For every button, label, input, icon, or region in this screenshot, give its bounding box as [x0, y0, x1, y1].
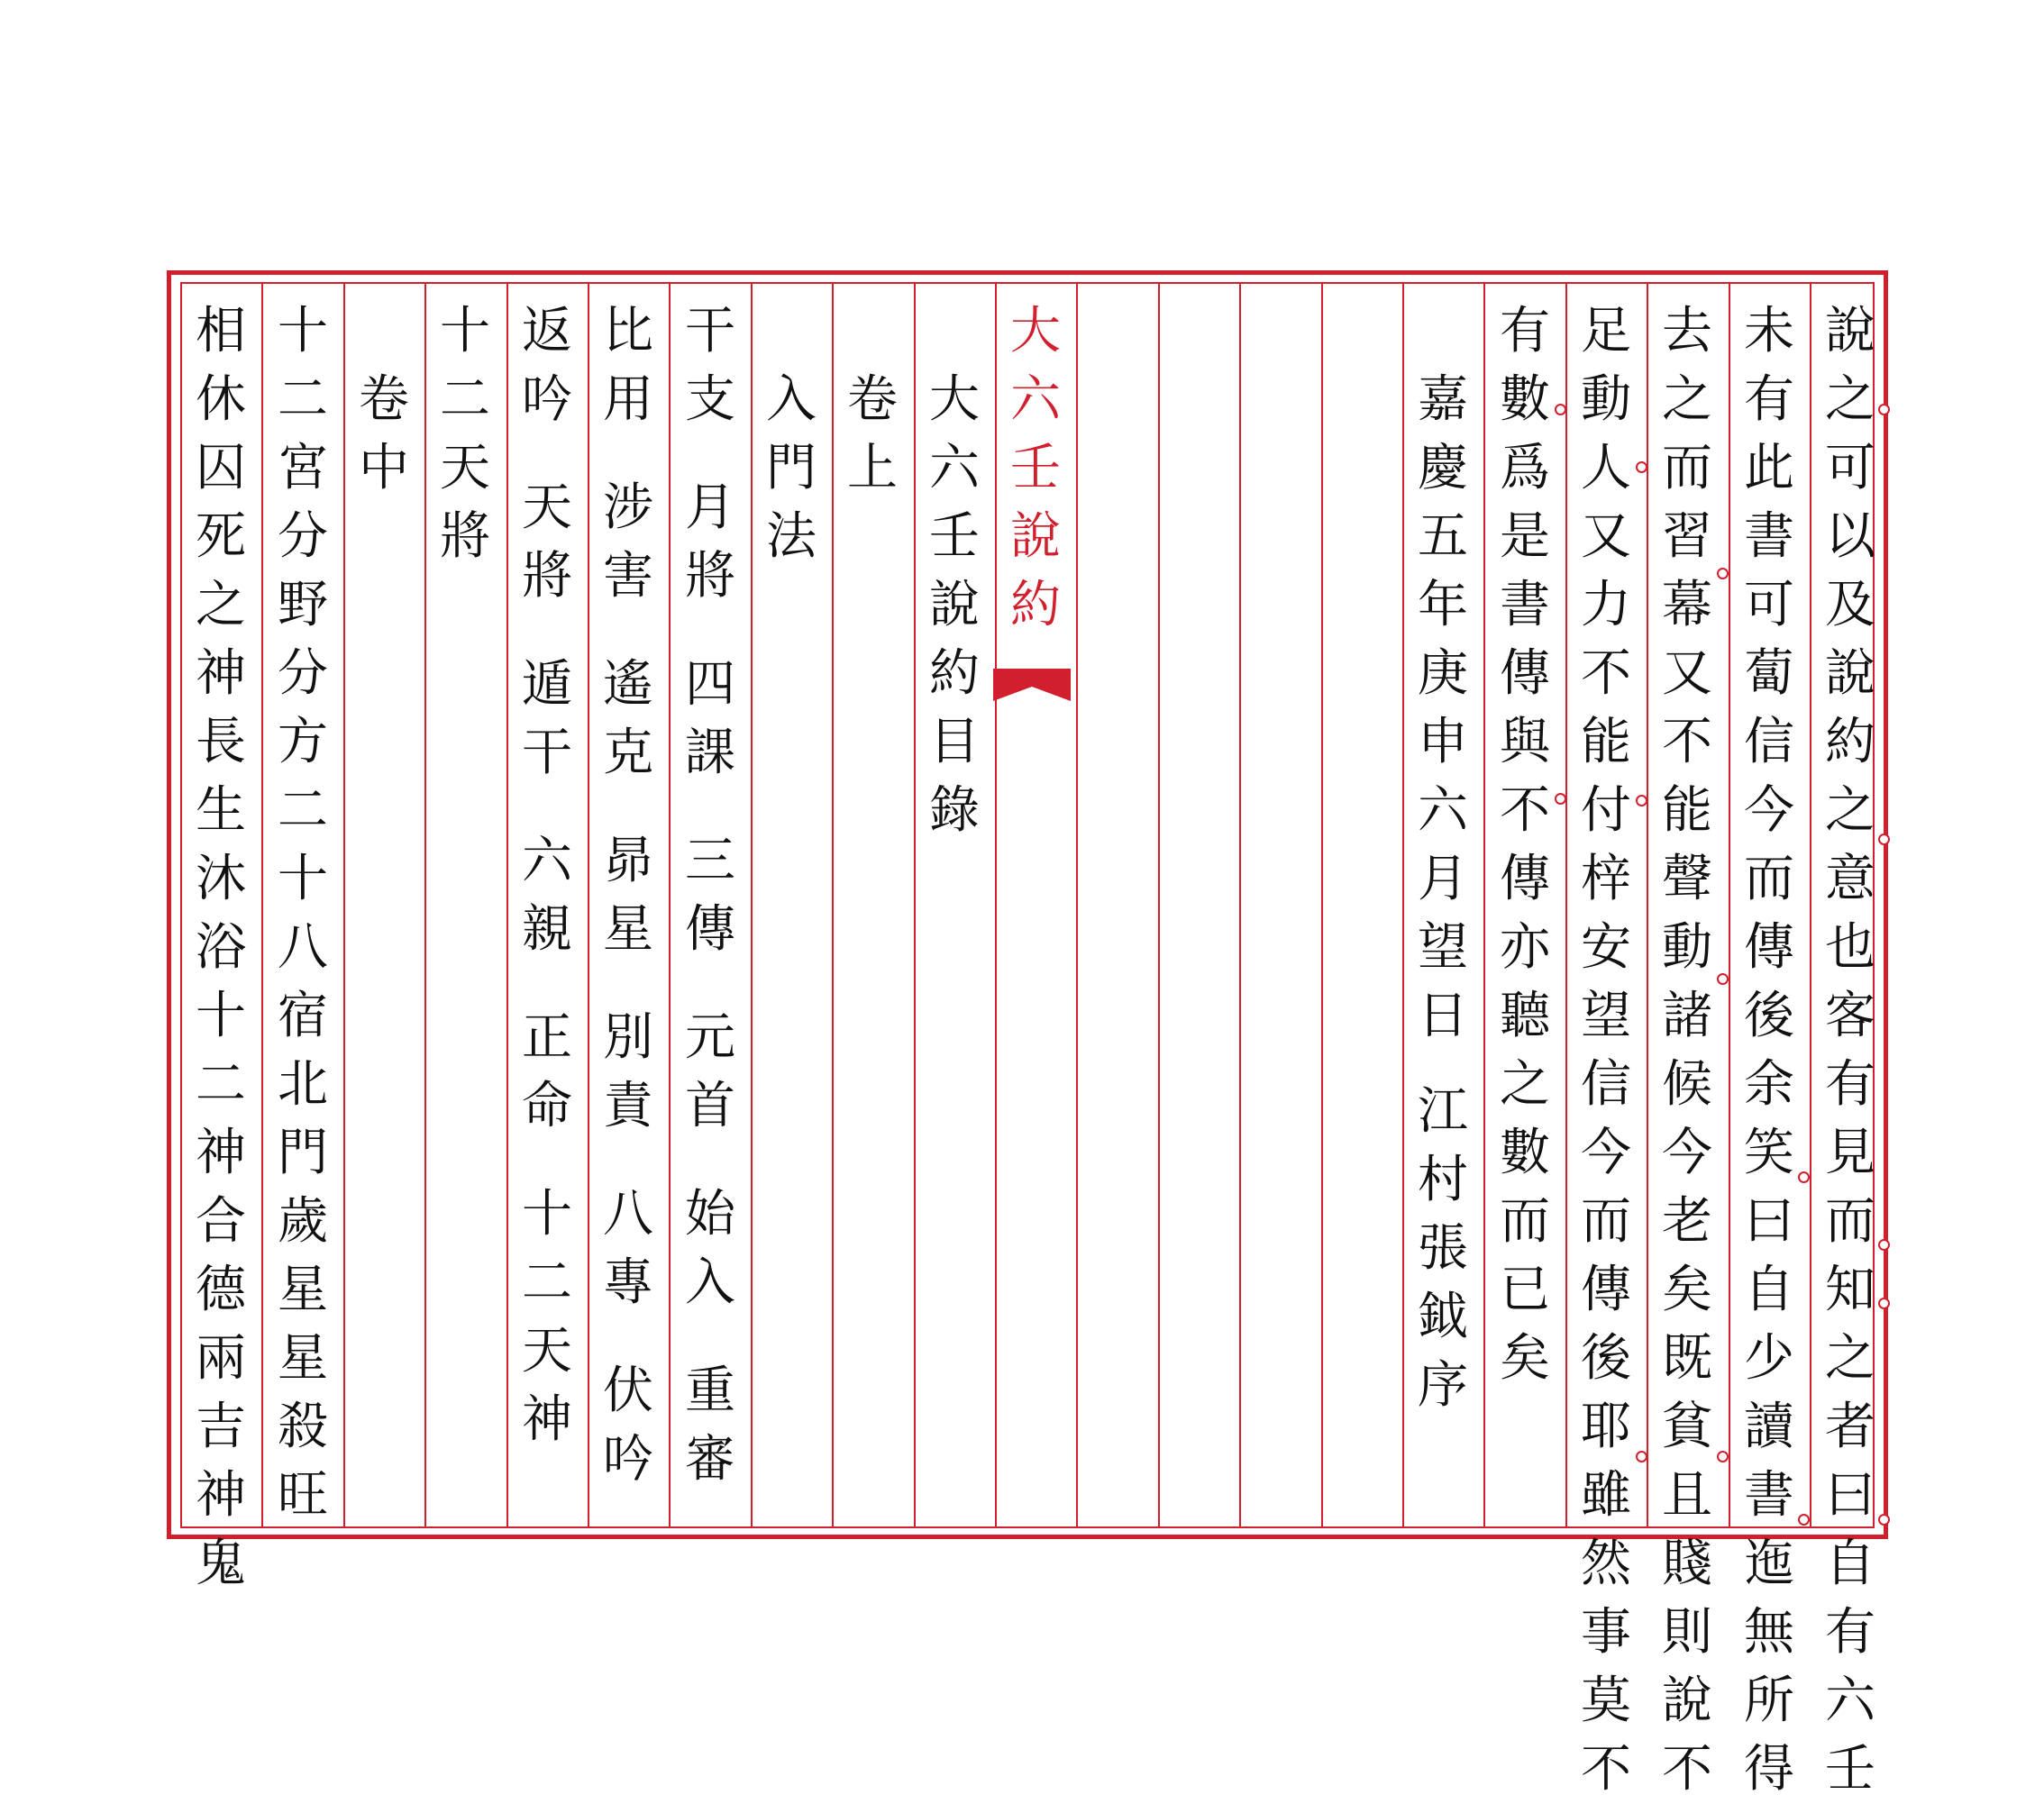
character: 是 — [1500, 507, 1550, 566]
punctuation-circle — [1878, 1514, 1890, 1526]
character: 大 — [929, 370, 980, 429]
character: 壬 — [1010, 439, 1061, 497]
column-gap — [589, 1141, 667, 1180]
column-gap — [671, 1141, 749, 1180]
character: 今 — [1581, 1124, 1631, 1182]
character: 北 — [278, 1055, 328, 1114]
volume-upper — [834, 297, 911, 1523]
character: 後 — [1744, 987, 1794, 1045]
character: 亦 — [1500, 918, 1550, 977]
character: 別 — [603, 1008, 653, 1067]
character: 矣 — [1500, 1329, 1550, 1388]
character: 元 — [685, 1008, 735, 1067]
toc-row-2 — [589, 297, 667, 1523]
character: 能 — [1662, 781, 1712, 840]
character: 已 — [1500, 1261, 1550, 1319]
punctuation-circle — [1555, 793, 1566, 805]
column-rule — [1076, 282, 1078, 1528]
punctuation-circle — [1878, 1239, 1890, 1251]
column-gap — [1404, 1051, 1482, 1078]
character: 分 — [278, 507, 328, 566]
column-gap — [508, 964, 586, 1004]
column-gap — [508, 434, 586, 474]
punctuation-circle — [1717, 568, 1729, 579]
character: 讀 — [1744, 1398, 1794, 1456]
character: 嘉 — [1418, 370, 1468, 429]
character: 所 — [1744, 1672, 1794, 1730]
punctuation-circle — [1717, 1451, 1729, 1462]
character: 今 — [1744, 781, 1794, 840]
character: 未 — [1744, 302, 1794, 360]
column-gap — [345, 297, 423, 366]
character: 四 — [685, 655, 735, 714]
character: 與 — [1500, 713, 1550, 771]
character: 得 — [1744, 1740, 1794, 1799]
toc-row-5 — [182, 297, 260, 1593]
character: 始 — [685, 1185, 735, 1244]
character: 今 — [1662, 1124, 1712, 1182]
character: 五 — [1418, 507, 1468, 566]
character: 將 — [440, 507, 490, 566]
character: 門 — [278, 1124, 328, 1182]
character: 親 — [522, 900, 572, 959]
character: 壬 — [1825, 1740, 1875, 1799]
column-gap — [508, 611, 586, 651]
character: 旺 — [278, 1466, 328, 1525]
character: 有 — [1825, 1055, 1875, 1114]
character: 長 — [196, 713, 246, 771]
character: 意 — [1825, 850, 1875, 908]
character: 卷 — [847, 370, 898, 429]
character: 將 — [522, 547, 572, 606]
volume-middle — [345, 297, 423, 1523]
character: 年 — [1418, 576, 1468, 634]
character: 中 — [359, 439, 409, 497]
character: 三 — [685, 832, 735, 890]
character: 不 — [1500, 781, 1550, 840]
character: 昴 — [603, 832, 653, 890]
character: 星 — [278, 1329, 328, 1388]
character: 無 — [1744, 1603, 1794, 1662]
character: 張 — [1418, 1219, 1468, 1278]
character: 合 — [196, 1192, 246, 1251]
character: 自 — [1825, 1535, 1875, 1593]
punctuation-circle — [1555, 404, 1566, 415]
character: 二 — [522, 1253, 572, 1312]
character: 月 — [1418, 850, 1468, 908]
character: 涉 — [603, 478, 653, 537]
fishtail-ribbon-icon — [993, 669, 1071, 701]
character: 宿 — [278, 987, 328, 1045]
character: 諸 — [1662, 987, 1712, 1045]
character: 法 — [766, 507, 817, 566]
character: 又 — [1581, 507, 1631, 566]
character: 返 — [522, 302, 572, 360]
character: 矣 — [1662, 1261, 1712, 1319]
character: 入 — [766, 370, 817, 429]
character: 此 — [1744, 439, 1794, 497]
character: 目 — [929, 713, 980, 771]
column-gap — [589, 964, 667, 1004]
column-gap — [671, 434, 749, 474]
character: 之 — [1662, 370, 1712, 429]
preface-line — [1730, 297, 1808, 1799]
character: 動 — [1581, 370, 1631, 429]
character: 而 — [1500, 1192, 1550, 1251]
preface-line — [1567, 297, 1645, 1799]
character: 說 — [1662, 1672, 1712, 1730]
character: 而 — [1825, 1192, 1875, 1251]
character: 不 — [1581, 644, 1631, 703]
contents-title — [916, 297, 993, 1523]
column-rule — [261, 282, 263, 1528]
column-rule — [1321, 282, 1323, 1528]
character: 德 — [196, 1261, 246, 1319]
character: 不 — [1581, 1740, 1631, 1799]
character: 吟 — [522, 370, 572, 429]
character: 而 — [1744, 850, 1794, 908]
character: 神 — [196, 1124, 246, 1182]
character: 習 — [1662, 507, 1712, 566]
character: 曰 — [1744, 1192, 1794, 1251]
character: 十 — [440, 302, 490, 360]
character: 審 — [685, 1430, 735, 1489]
character: 說 — [1010, 507, 1061, 566]
character: 二 — [278, 781, 328, 840]
character: 傳 — [1500, 850, 1550, 908]
column-gap — [671, 788, 749, 827]
character: 正 — [522, 1008, 572, 1067]
character: 能 — [1581, 713, 1631, 771]
character: 江 — [1418, 1082, 1468, 1141]
signature-line — [1404, 297, 1482, 1523]
character: 而 — [1581, 1192, 1631, 1251]
character: 知 — [1825, 1261, 1875, 1319]
character: 八 — [603, 1185, 653, 1244]
character: 責 — [603, 1077, 653, 1135]
character: 付 — [1581, 781, 1631, 840]
character: 且 — [1662, 1466, 1712, 1525]
character: 有 — [1744, 370, 1794, 429]
column-gap — [671, 1317, 749, 1357]
punctuation-circle — [1798, 1171, 1810, 1183]
character: 神 — [196, 1466, 246, 1525]
character: 庚 — [1418, 644, 1468, 703]
character: 神 — [196, 644, 246, 703]
character: 天 — [440, 439, 490, 497]
punctuation-circle — [1636, 795, 1647, 806]
character: 分 — [278, 644, 328, 703]
character: 又 — [1662, 644, 1712, 703]
character: 余 — [1744, 1055, 1794, 1114]
character: 害 — [603, 547, 653, 606]
character: 不 — [1662, 1740, 1712, 1799]
character: 方 — [278, 713, 328, 771]
column-gap — [916, 297, 993, 366]
character: 宮 — [278, 439, 328, 497]
character: 之 — [1825, 781, 1875, 840]
punctuation-circle — [1878, 834, 1890, 845]
column-rule — [669, 282, 671, 1528]
character: 幕 — [1662, 576, 1712, 634]
character: 之 — [1500, 1055, 1550, 1114]
character: 蔔 — [1744, 644, 1794, 703]
character: 歲 — [278, 1192, 328, 1251]
character: 則 — [1662, 1603, 1712, 1662]
character: 十 — [278, 850, 328, 908]
character: 不 — [1662, 713, 1712, 771]
character: 大 — [1010, 302, 1061, 360]
character: 首 — [685, 1077, 735, 1135]
column-gap — [589, 1317, 667, 1357]
column-gap — [589, 788, 667, 827]
character: 吉 — [196, 1398, 246, 1456]
character: 申 — [1418, 713, 1468, 771]
character: 兩 — [196, 1329, 246, 1388]
character: 浴 — [196, 918, 246, 977]
character: 望 — [1418, 918, 1468, 977]
character: 生 — [196, 781, 246, 840]
character: 神 — [522, 1390, 572, 1449]
character: 數 — [1500, 1124, 1550, 1182]
character: 說 — [929, 576, 980, 634]
character: 十 — [522, 1185, 572, 1244]
character: 莫 — [1581, 1672, 1631, 1730]
punctuation-circle — [1878, 1298, 1890, 1309]
character: 既 — [1662, 1329, 1712, 1388]
preface-line — [1648, 297, 1726, 1799]
character: 命 — [522, 1077, 572, 1135]
character: 力 — [1581, 576, 1631, 634]
character: 者 — [1825, 1398, 1875, 1456]
character: 有 — [1500, 302, 1550, 360]
character: 約 — [1825, 713, 1875, 771]
character: 之 — [196, 576, 246, 634]
character: 見 — [1825, 1124, 1875, 1182]
column-gap — [1404, 297, 1482, 366]
character: 而 — [1662, 439, 1712, 497]
character: 星 — [278, 1261, 328, 1319]
character: 比 — [603, 302, 653, 360]
character: 也 — [1825, 918, 1875, 977]
character: 六 — [1418, 781, 1468, 840]
character: 後 — [1581, 1329, 1631, 1388]
character: 六 — [522, 832, 572, 890]
character: 二 — [278, 370, 328, 429]
character: 囚 — [196, 439, 246, 497]
character: 自 — [1744, 1261, 1794, 1319]
character: 十 — [278, 302, 328, 360]
toc-row-4 — [264, 297, 342, 1523]
character: 慶 — [1418, 439, 1468, 497]
character: 之 — [1825, 1329, 1875, 1388]
character: 傳 — [1500, 644, 1550, 703]
character: 迤 — [1744, 1535, 1794, 1593]
punctuation-circle — [1717, 973, 1729, 985]
character: 入 — [685, 1253, 735, 1312]
character: 梓 — [1581, 850, 1631, 908]
character: 少 — [1744, 1329, 1794, 1388]
character: 安 — [1581, 918, 1631, 977]
character: 爲 — [1500, 439, 1550, 497]
character: 八 — [278, 918, 328, 977]
punctuation-circle — [1878, 404, 1890, 415]
character: 六 — [929, 439, 980, 497]
character: 傳 — [1744, 918, 1794, 977]
toc-heading — [426, 297, 504, 1523]
column-gap — [671, 964, 749, 1004]
character: 伏 — [603, 1362, 653, 1420]
column-rule — [1239, 282, 1241, 1528]
preface-line — [1486, 297, 1564, 1523]
column-gap — [589, 434, 667, 474]
character: 天 — [522, 478, 572, 537]
character: 星 — [603, 900, 653, 959]
character: 天 — [522, 1322, 572, 1380]
punctuation-circle — [1636, 1451, 1647, 1462]
character: 數 — [1500, 370, 1550, 429]
character: 干 — [685, 302, 735, 360]
character: 專 — [603, 1253, 653, 1312]
character: 六 — [1010, 370, 1061, 429]
character: 書 — [1744, 507, 1794, 566]
character: 信 — [1581, 1055, 1631, 1114]
character: 死 — [196, 507, 246, 566]
character: 序 — [1418, 1356, 1468, 1415]
character: 有 — [1825, 1603, 1875, 1662]
character: 動 — [1662, 918, 1712, 977]
book-title — [997, 297, 1074, 1523]
character: 傳 — [1581, 1261, 1631, 1319]
character: 鬼 — [196, 1535, 246, 1593]
character: 事 — [1581, 1603, 1631, 1662]
character: 聲 — [1662, 850, 1712, 908]
character: 耶 — [1581, 1398, 1631, 1456]
preface-line — [1811, 297, 1889, 1799]
column-gap — [508, 788, 586, 827]
character: 相 — [196, 302, 246, 360]
character: 老 — [1662, 1192, 1712, 1251]
character: 書 — [1744, 1466, 1794, 1525]
column-rule — [1158, 282, 1160, 1528]
character: 殺 — [278, 1398, 328, 1456]
character: 課 — [685, 724, 735, 782]
character: 說 — [1825, 644, 1875, 703]
toc-row-3 — [508, 297, 586, 1523]
character: 重 — [685, 1362, 735, 1420]
character: 將 — [685, 547, 735, 606]
character: 沐 — [196, 850, 246, 908]
character: 月 — [685, 478, 735, 537]
character: 上 — [847, 439, 898, 497]
character: 以 — [1825, 507, 1875, 566]
column-gap — [589, 611, 667, 651]
character: 克 — [603, 724, 653, 782]
character: 二 — [196, 1055, 246, 1114]
section-entry — [753, 297, 830, 1523]
character: 用 — [603, 370, 653, 429]
character: 說 — [1825, 302, 1875, 360]
character: 鉞 — [1418, 1288, 1468, 1346]
character: 十 — [196, 987, 246, 1045]
column-gap — [508, 1141, 586, 1180]
character: 貧 — [1662, 1398, 1712, 1456]
character: 休 — [196, 370, 246, 429]
character: 書 — [1500, 576, 1550, 634]
character: 干 — [522, 724, 572, 782]
character: 支 — [685, 370, 735, 429]
character: 遙 — [603, 655, 653, 714]
toc-row-1 — [671, 297, 749, 1523]
column-gap — [834, 297, 911, 366]
character: 足 — [1581, 302, 1631, 360]
character: 及 — [1825, 576, 1875, 634]
character: 賤 — [1662, 1535, 1712, 1593]
character: 可 — [1744, 576, 1794, 634]
character: 望 — [1581, 987, 1631, 1045]
character: 人 — [1581, 439, 1631, 497]
character: 約 — [1010, 576, 1061, 634]
character: 候 — [1662, 1055, 1712, 1114]
character: 笑 — [1744, 1124, 1794, 1182]
character: 錄 — [929, 781, 980, 840]
character: 門 — [766, 439, 817, 497]
character: 約 — [929, 644, 980, 703]
character: 二 — [440, 370, 490, 429]
character: 野 — [278, 576, 328, 634]
character: 雖 — [1581, 1466, 1631, 1525]
column-gap — [671, 611, 749, 651]
character: 曰 — [1825, 1466, 1875, 1525]
character: 去 — [1662, 302, 1712, 360]
character: 聽 — [1500, 987, 1550, 1045]
punctuation-circle — [1636, 461, 1647, 473]
column-rule — [1483, 282, 1485, 1528]
punctuation-circle — [1798, 1514, 1810, 1526]
character: 遁 — [522, 655, 572, 714]
character: 吟 — [603, 1430, 653, 1489]
character: 卷 — [359, 370, 409, 429]
column-gap — [753, 297, 830, 366]
character: 然 — [1581, 1535, 1631, 1593]
character: 六 — [1825, 1672, 1875, 1730]
character: 傳 — [685, 900, 735, 959]
character: 壬 — [929, 507, 980, 566]
character: 之 — [1825, 370, 1875, 429]
character: 信 — [1744, 713, 1794, 771]
character: 可 — [1825, 439, 1875, 497]
character: 村 — [1418, 1151, 1468, 1209]
character: 客 — [1825, 987, 1875, 1045]
character: 日 — [1418, 987, 1468, 1045]
